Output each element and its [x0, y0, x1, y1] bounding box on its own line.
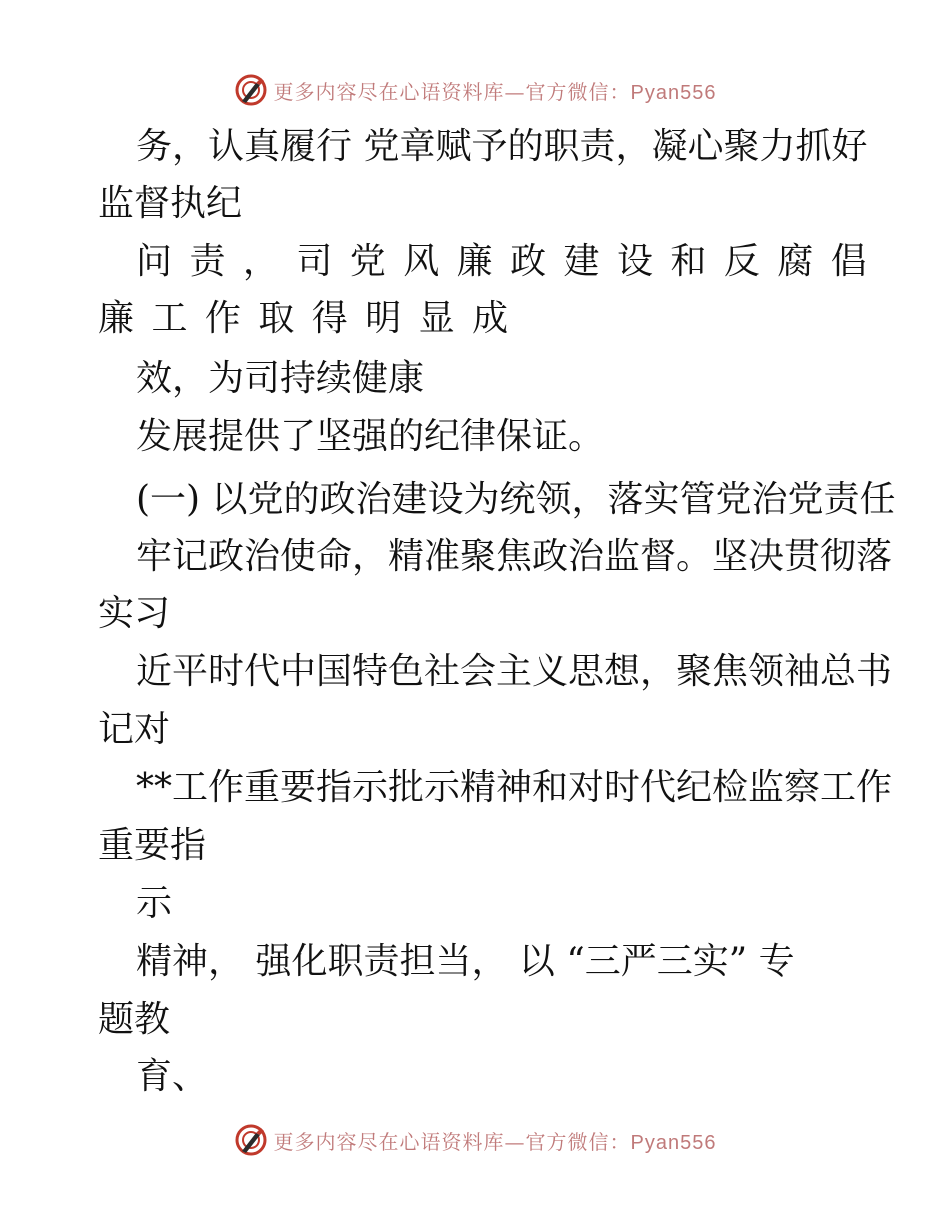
- text-line: 实习: [98, 593, 171, 634]
- footer-wechat-id: Pyan556: [630, 1131, 717, 1154]
- footer-banner-label: 更多内容尽在心语资料库—官方微信：: [273, 1129, 631, 1154]
- text-line: 监督执纪: [98, 183, 243, 224]
- header-banner-label: 更多内容尽在心语资料库—官方微信：: [273, 79, 631, 104]
- text-line: 发展提供了坚强的纪律保证。: [136, 416, 605, 457]
- header-wechat-id: Pyan556: [630, 81, 717, 104]
- footer-banner: [0, 1120, 950, 1160]
- text-line: 牢记政治使命，精准聚焦政治监督。坚决贯彻落: [136, 536, 893, 577]
- text-line: (一) 以党的政治建设为统领，落实管党治党责任: [136, 479, 896, 520]
- text-line: 廉 工 作 取 得 明 显 成: [98, 298, 509, 339]
- text-line: 育、: [136, 1056, 209, 1097]
- text-line: 效，为司持续健康: [136, 358, 425, 399]
- text-line: 记对: [98, 709, 171, 750]
- text-line: **工作重要指示批示精神和对时代纪检监察工作: [136, 767, 893, 808]
- text-line: 示: [136, 883, 173, 924]
- text-line: 精神， 强化职责担当， 以 “三严三实” 专: [136, 941, 795, 982]
- text-line: 重要指: [98, 825, 207, 866]
- footer-banner-text: [274, 1126, 717, 1155]
- text-line: 近平时代中国特色社会主义思想，聚焦领袖总书: [136, 651, 893, 692]
- text-line: 问 责 ， 司 党 风 廉 政 建 设 和 反 腐 倡: [136, 241, 867, 282]
- text-line: 务，认真履行 党章赋予的职责，凝心聚力抓好: [136, 126, 868, 167]
- text-line: 题教: [98, 999, 171, 1040]
- brand-logo-icon: [234, 1123, 268, 1157]
